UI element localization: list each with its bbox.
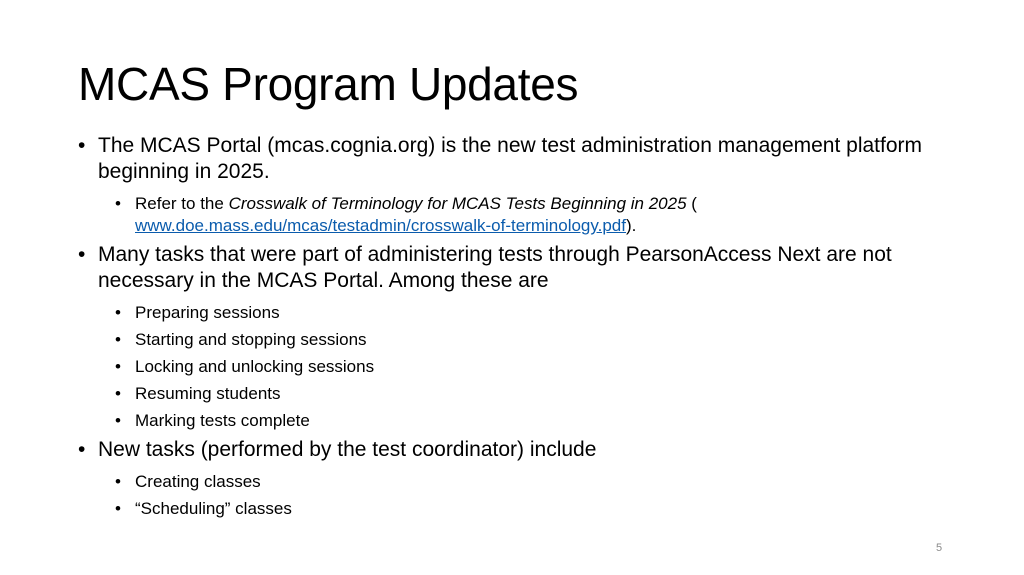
sub-bullet-item [78, 498, 958, 520]
bullet-text: The MCAS Portal (mcas.cognia.org) is the new test administration management platform beginning in 2025. [98, 134, 923, 183]
sub-bullet-item [78, 302, 958, 324]
bullet-icon: • [115, 357, 121, 376]
sub-bullet-prefix: Refer to the [135, 194, 229, 213]
bullet-icon: • [115, 499, 121, 518]
sub-bullet-list [78, 471, 958, 520]
slide-title: MCAS Program Updates [78, 58, 579, 110]
bullet-icon: • [115, 303, 121, 322]
bullet-item [78, 133, 958, 185]
sub-bullet-text: “Scheduling” classes [135, 499, 292, 518]
bullet-item [78, 242, 958, 294]
crosswalk-link[interactable]: www.doe.mass.edu/mcas/testadmin/crosswalk-of-terminology.pdf [135, 216, 626, 235]
sub-bullet-middle: ( [686, 194, 697, 213]
slide-content [78, 133, 958, 525]
sub-bullet-list [78, 193, 958, 237]
bullet-item [78, 437, 958, 463]
sub-bullet-text: Locking and unlocking sessions [135, 357, 375, 376]
bullet-icon: • [115, 384, 121, 403]
sub-bullet-text: Resuming students [135, 384, 281, 403]
bullet-icon: • [78, 243, 86, 266]
sub-bullet-item [78, 383, 958, 405]
bullet-icon: • [115, 411, 121, 430]
sub-bullet-item [78, 471, 958, 493]
sub-bullet-item [78, 193, 958, 237]
bullet-icon: • [78, 438, 86, 461]
sub-bullet-text: Starting and stopping sessions [135, 330, 367, 349]
sub-bullet-suffix: ). [625, 216, 637, 235]
sub-bullet-item [78, 356, 958, 378]
sub-bullet-item [78, 410, 958, 432]
bullet-icon: • [78, 134, 86, 157]
bullet-text: Many tasks that were part of administering tests through PearsonAccess Next are not necessary in the MCAS Portal. Among these are [98, 243, 892, 292]
sub-bullet-item [78, 329, 958, 351]
page-number: 5 [936, 542, 943, 554]
document-title: Crosswalk of Terminology for MCAS Tests Beginning in 2025 [228, 194, 687, 213]
bullet-icon: • [115, 194, 121, 213]
sub-bullet-text: Marking tests complete [135, 411, 310, 430]
bullet-icon: • [115, 330, 121, 349]
sub-bullet-text: Creating classes [135, 472, 261, 491]
sub-bullet-text: Preparing sessions [135, 303, 280, 322]
bullet-icon: • [115, 472, 121, 491]
bullet-text: New tasks (performed by the test coordinator) include [98, 438, 597, 461]
sub-bullet-list [78, 302, 958, 432]
